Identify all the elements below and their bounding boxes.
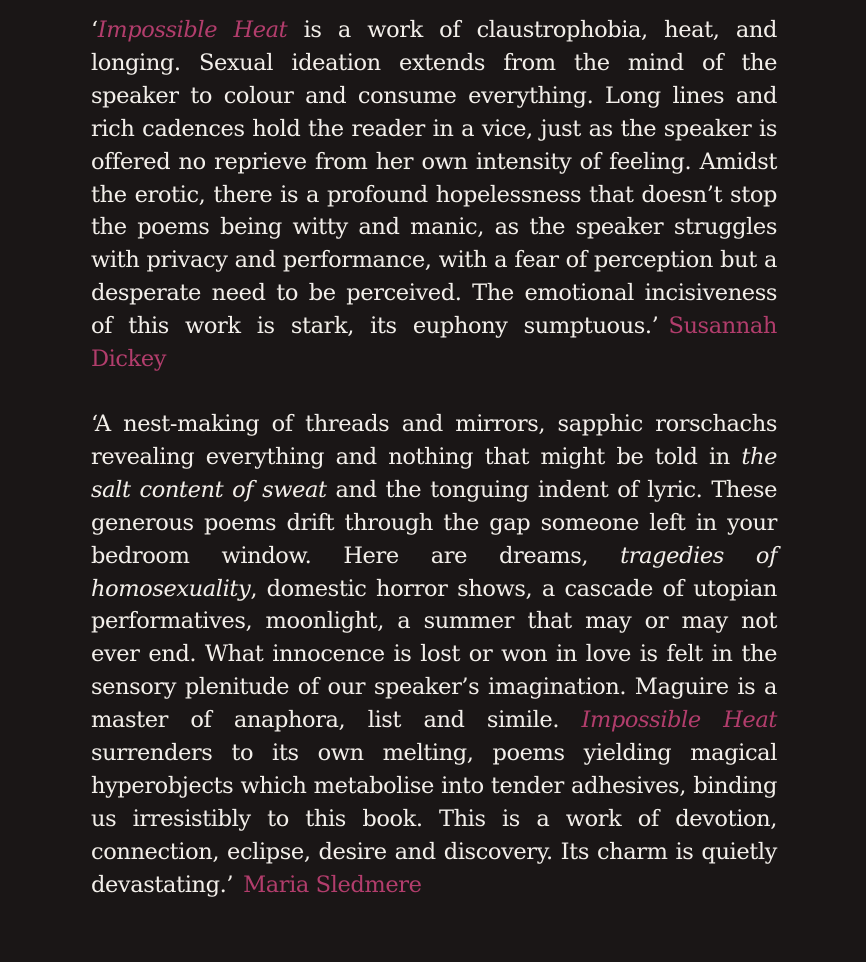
blurb-text: and the tonguing indent of lyric. These generous poems drift through the gap someone left in your bedroom window. Here are dreams, xyxy=(91,476,777,569)
attribution-susannah-dickey: Susannah Dickey xyxy=(91,313,777,373)
back-cover-text xyxy=(91,14,777,902)
quoted-phrase: tragedies of homosexuality xyxy=(91,542,778,602)
blurb-text: ‘A nest-making of threads and mirrors, sapphic rorschachs revealing everything and nothing that might be told in xyxy=(91,410,777,470)
blurb-susannah-dickey xyxy=(91,14,777,376)
book-title: Impossible Heat xyxy=(97,17,288,43)
book-title: Impossible Heat xyxy=(581,707,777,734)
blurb-maria-sledmere xyxy=(91,408,777,902)
open-quote: ‘ xyxy=(91,17,98,43)
blurb-text: , domestic horror shows, a cascade of utopian performatives, moonlight, a summer that may or may not ever end. What innocence is lost or won in love is felt in the sensory plenitude of our speaker’s imagination. Maguire is a master of anaphora, list and simile. xyxy=(91,575,777,734)
blurb-text: is a work of claustrophobia, heat, and longing. Sexual ideation extends from the mind of the speaker to colour and consume everything. Long lines and rich cadences hold the reader in a vice, just as the speaker is offered no reprieve from her own intensity of feeling. Amidst the erotic, there is a profound hopelessness that doesn’t stop the poems being witty and manic, as the speaker struggles with privacy and performance, with a fear of perception but a desperate need to be perceived. The emotional incisiveness of this work is stark, its euphony sumptuous.’ xyxy=(91,17,777,340)
blurb-text: surrenders to its own melting, poems yielding magical hyperobjects which metabolise into tender adhesives, binding us irresistibly to this book. This is a work of devotion, connection, eclipse, desire and discovery. Its charm is quietly devastating.’ xyxy=(91,740,777,898)
attribution-maria-sledmere: Maria Sledmere xyxy=(243,871,422,898)
quoted-phrase: the salt content of sweat xyxy=(91,443,777,503)
